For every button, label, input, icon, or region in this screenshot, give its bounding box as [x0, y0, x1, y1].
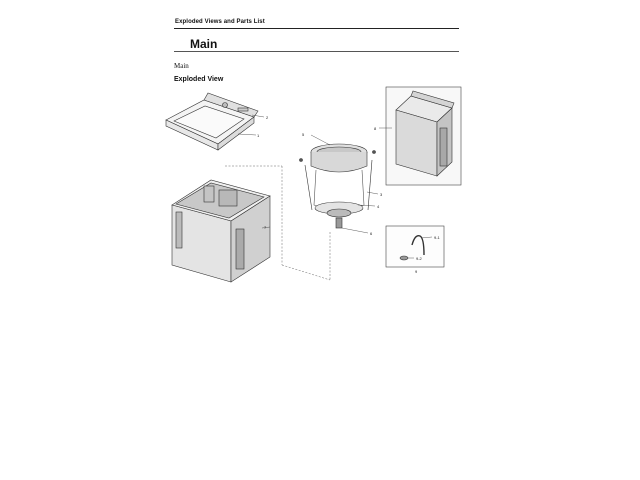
- callout-9-2: 9-2: [416, 256, 422, 261]
- cabinet-drawing: [172, 180, 270, 282]
- callout-6: 6: [370, 231, 373, 236]
- page-header: Exploded Views and Parts List: [175, 19, 265, 25]
- callout-4: 4: [377, 204, 380, 209]
- callout-1: 1: [257, 133, 260, 138]
- hose-kit-drawing: [386, 226, 444, 267]
- callout-9-1: 9-1: [434, 235, 440, 240]
- callout-5: 5: [302, 132, 305, 137]
- callout-8: 8: [374, 126, 377, 131]
- section-title: Main: [190, 37, 218, 51]
- callout-9: 9: [415, 269, 418, 274]
- washer-assembled-drawing: [386, 87, 461, 185]
- section-sublabel: Main: [174, 62, 189, 70]
- tub-assembly-drawing: [300, 144, 376, 228]
- callout-3: 3: [380, 192, 383, 197]
- callout-7: 7: [264, 225, 267, 230]
- callout-2: 2: [266, 115, 269, 120]
- top-panel-drawing: [166, 93, 258, 150]
- subsection-title: Exploded View: [174, 76, 224, 83]
